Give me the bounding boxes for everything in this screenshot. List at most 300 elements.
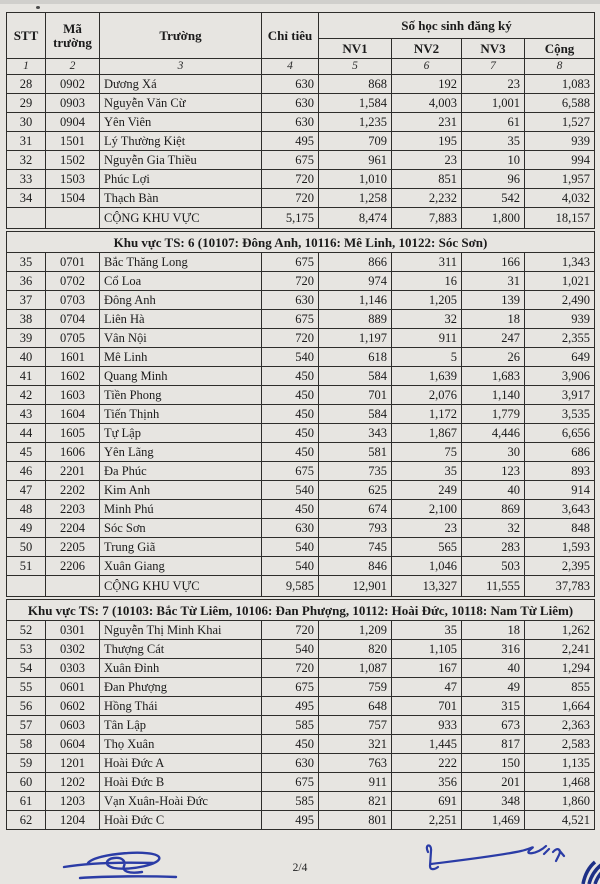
row-total: 1,021	[525, 272, 595, 291]
row-nv3: 123	[462, 462, 525, 481]
row-school-code: 0703	[46, 291, 100, 310]
row-nv2: 195	[392, 132, 462, 151]
row-nv1: 1,209	[319, 621, 392, 640]
row-stt: 61	[7, 792, 46, 811]
row-total: 1,294	[525, 659, 595, 678]
row-nv2: 75	[392, 443, 462, 462]
col-header-chi-tieu: Chỉ tiêu	[262, 13, 319, 59]
row-nv2: 311	[392, 253, 462, 272]
row-nv2: 1,105	[392, 640, 462, 659]
row-nv3: 40	[462, 481, 525, 500]
row-stt: 58	[7, 735, 46, 754]
row-nv3: 869	[462, 500, 525, 519]
row-nv2: 2,251	[392, 811, 462, 830]
row-stt: 31	[7, 132, 46, 151]
table-row	[7, 621, 595, 640]
row-quota: 540	[262, 348, 319, 367]
row-school-name: Tự Lập	[100, 424, 262, 443]
region-total-row	[7, 208, 595, 229]
row-school-name: Hoài Đức C	[100, 811, 262, 830]
row-school-code: 0603	[46, 716, 100, 735]
row-school-name: Đan Phượng	[100, 678, 262, 697]
row-total: 855	[525, 678, 595, 697]
row-school-name: Tân Lập	[100, 716, 262, 735]
row-school-code: 2204	[46, 519, 100, 538]
row-nv1: 1,087	[319, 659, 392, 678]
table-row	[7, 500, 595, 519]
table-row	[7, 272, 595, 291]
row-nv1: 866	[319, 253, 392, 272]
table-row	[7, 754, 595, 773]
row-nv1: 1,235	[319, 113, 392, 132]
table-row	[7, 310, 595, 329]
row-school-code: 1203	[46, 792, 100, 811]
total-label: CỘNG KHU VỰC	[100, 576, 262, 597]
row-quota: 720	[262, 621, 319, 640]
row-school-name: Thượng Cát	[100, 640, 262, 659]
row-total: 1,083	[525, 75, 595, 94]
col-number: 6	[392, 59, 462, 75]
row-stt: 40	[7, 348, 46, 367]
table-row	[7, 151, 595, 170]
row-nv2: 231	[392, 113, 462, 132]
row-school-code: 0601	[46, 678, 100, 697]
table-body	[7, 75, 595, 830]
row-nv1: 801	[319, 811, 392, 830]
col-number: 4	[262, 59, 319, 75]
row-stt: 32	[7, 151, 46, 170]
row-school-code: 1201	[46, 754, 100, 773]
row-nv1: 618	[319, 348, 392, 367]
table-row	[7, 735, 595, 754]
row-nv2: 192	[392, 75, 462, 94]
table-row	[7, 348, 595, 367]
row-total: 1,664	[525, 697, 595, 716]
row-school-code: 2205	[46, 538, 100, 557]
row-nv1: 735	[319, 462, 392, 481]
row-quota: 720	[262, 659, 319, 678]
row-stt: 55	[7, 678, 46, 697]
col-header-cong: Cộng	[525, 39, 595, 59]
table-row	[7, 640, 595, 659]
row-nv1: 709	[319, 132, 392, 151]
row-nv2: 2,232	[392, 189, 462, 208]
row-total: 1,135	[525, 754, 595, 773]
row-nv3: 23	[462, 75, 525, 94]
row-school-code: 1504	[46, 189, 100, 208]
row-school-name: Minh Phú	[100, 500, 262, 519]
row-nv2: 1,867	[392, 424, 462, 443]
row-stt: 52	[7, 621, 46, 640]
row-nv1: 745	[319, 538, 392, 557]
row-school-name: Sóc Sơn	[100, 519, 262, 538]
table-row	[7, 481, 595, 500]
row-school-code: 0704	[46, 310, 100, 329]
scan-edge	[0, 0, 600, 4]
section-title-row	[7, 232, 595, 253]
row-school-code: 0602	[46, 697, 100, 716]
row-school-name: Cổ Loa	[100, 272, 262, 291]
row-stt: 57	[7, 716, 46, 735]
row-total: 2,355	[525, 329, 595, 348]
row-nv1: 793	[319, 519, 392, 538]
row-quota: 675	[262, 462, 319, 481]
row-total: 2,395	[525, 557, 595, 576]
col-header-group-so-hoc-sinh: Số học sinh đăng ký	[319, 13, 595, 39]
row-stt: 60	[7, 773, 46, 792]
row-nv1: 757	[319, 716, 392, 735]
table-row	[7, 170, 595, 189]
row-total: 914	[525, 481, 595, 500]
row-nv3: 18	[462, 621, 525, 640]
table-row	[7, 386, 595, 405]
row-quota: 450	[262, 424, 319, 443]
row-stt: 54	[7, 659, 46, 678]
section-title: Khu vực TS: 7 (10103: Bắc Từ Liêm, 10106: Đan Phượng, 10112: Hoài Đức, 10118: Nam Từ Liêm)	[7, 600, 595, 621]
row-total: 6,656	[525, 424, 595, 443]
total-nv2: 7,883	[392, 208, 462, 229]
row-stt: 48	[7, 500, 46, 519]
row-stt: 43	[7, 405, 46, 424]
table-row	[7, 329, 595, 348]
row-quota: 630	[262, 113, 319, 132]
row-school-code: 2202	[46, 481, 100, 500]
row-nv2: 35	[392, 621, 462, 640]
section-title-row	[7, 600, 595, 621]
row-nv1: 911	[319, 773, 392, 792]
row-school-name: Nguyễn Thị Minh Khai	[100, 621, 262, 640]
row-total: 4,521	[525, 811, 595, 830]
row-nv1: 701	[319, 386, 392, 405]
row-school-name: Lý Thường Kiệt	[100, 132, 262, 151]
row-stt: 59	[7, 754, 46, 773]
row-nv2: 1,046	[392, 557, 462, 576]
row-nv1: 584	[319, 367, 392, 386]
row-school-name: Mê Linh	[100, 348, 262, 367]
row-school-code: 1501	[46, 132, 100, 151]
table-row	[7, 132, 595, 151]
row-total: 1,468	[525, 773, 595, 792]
row-nv3: 30	[462, 443, 525, 462]
row-nv3: 4,446	[462, 424, 525, 443]
row-quota: 720	[262, 272, 319, 291]
row-school-code: 1502	[46, 151, 100, 170]
total-empty-stt	[7, 208, 46, 229]
row-school-name: Vạn Xuân-Hoài Đức	[100, 792, 262, 811]
row-nv3: 817	[462, 735, 525, 754]
col-number: 8	[525, 59, 595, 75]
row-school-code: 1601	[46, 348, 100, 367]
table-row	[7, 75, 595, 94]
row-total: 2,363	[525, 716, 595, 735]
row-nv3: 166	[462, 253, 525, 272]
row-nv3: 31	[462, 272, 525, 291]
row-nv2: 23	[392, 151, 462, 170]
row-total: 848	[525, 519, 595, 538]
row-total: 649	[525, 348, 595, 367]
row-quota: 450	[262, 405, 319, 424]
row-stt: 45	[7, 443, 46, 462]
row-quota: 450	[262, 500, 319, 519]
row-nv1: 674	[319, 500, 392, 519]
row-nv2: 4,003	[392, 94, 462, 113]
row-nv3: 1,779	[462, 405, 525, 424]
table-row	[7, 697, 595, 716]
row-quota: 630	[262, 75, 319, 94]
row-nv2: 35	[392, 462, 462, 481]
row-school-name: Liên Hà	[100, 310, 262, 329]
row-total: 893	[525, 462, 595, 481]
row-total: 3,906	[525, 367, 595, 386]
row-nv1: 1,146	[319, 291, 392, 310]
row-quota: 450	[262, 443, 319, 462]
row-school-name: Vân Nội	[100, 329, 262, 348]
row-quota: 495	[262, 811, 319, 830]
row-school-name: Bắc Thăng Long	[100, 253, 262, 272]
row-nv3: 150	[462, 754, 525, 773]
total-empty-code	[46, 208, 100, 229]
row-total: 2,583	[525, 735, 595, 754]
row-nv3: 247	[462, 329, 525, 348]
header-row-main	[7, 13, 595, 39]
row-nv1: 1,258	[319, 189, 392, 208]
row-stt: 56	[7, 697, 46, 716]
row-nv2: 911	[392, 329, 462, 348]
row-quota: 720	[262, 170, 319, 189]
col-number: 7	[462, 59, 525, 75]
row-nv3: 315	[462, 697, 525, 716]
row-nv1: 343	[319, 424, 392, 443]
row-school-code: 1503	[46, 170, 100, 189]
row-nv3: 61	[462, 113, 525, 132]
row-nv3: 348	[462, 792, 525, 811]
row-nv2: 47	[392, 678, 462, 697]
row-school-name: Nguyễn Văn Cừ	[100, 94, 262, 113]
row-total: 686	[525, 443, 595, 462]
row-nv2: 691	[392, 792, 462, 811]
row-nv2: 1,445	[392, 735, 462, 754]
row-nv3: 10	[462, 151, 525, 170]
row-nv3: 201	[462, 773, 525, 792]
total-quota: 9,585	[262, 576, 319, 597]
table-row	[7, 405, 595, 424]
row-school-code: 2201	[46, 462, 100, 481]
total-sum: 37,783	[525, 576, 595, 597]
row-nv1: 889	[319, 310, 392, 329]
row-nv1: 1,197	[319, 329, 392, 348]
row-school-name: Kim Anh	[100, 481, 262, 500]
row-stt: 35	[7, 253, 46, 272]
row-school-code: 0705	[46, 329, 100, 348]
row-quota: 450	[262, 735, 319, 754]
row-quota: 450	[262, 386, 319, 405]
total-quota: 5,175	[262, 208, 319, 229]
enrollment-table	[6, 12, 595, 830]
row-total: 939	[525, 132, 595, 151]
table-row	[7, 538, 595, 557]
row-quota: 675	[262, 310, 319, 329]
row-stt: 41	[7, 367, 46, 386]
total-nv2: 13,327	[392, 576, 462, 597]
row-nv2: 356	[392, 773, 462, 792]
total-empty-code	[46, 576, 100, 597]
row-quota: 540	[262, 557, 319, 576]
row-quota: 675	[262, 773, 319, 792]
row-nv1: 759	[319, 678, 392, 697]
row-total: 1,343	[525, 253, 595, 272]
row-nv3: 49	[462, 678, 525, 697]
row-nv2: 565	[392, 538, 462, 557]
row-school-name: Xuân Đỉnh	[100, 659, 262, 678]
table-row	[7, 792, 595, 811]
row-quota: 630	[262, 291, 319, 310]
table-row	[7, 94, 595, 113]
table-row	[7, 291, 595, 310]
row-school-code: 2206	[46, 557, 100, 576]
row-total: 1,957	[525, 170, 595, 189]
row-nv1: 648	[319, 697, 392, 716]
row-quota: 675	[262, 253, 319, 272]
row-nv2: 2,100	[392, 500, 462, 519]
col-header-stt: STT	[7, 13, 46, 59]
row-total: 2,241	[525, 640, 595, 659]
row-stt: 38	[7, 310, 46, 329]
row-school-name: Tiền Phong	[100, 386, 262, 405]
row-nv2: 167	[392, 659, 462, 678]
row-stt: 29	[7, 94, 46, 113]
page-number: 2/4	[292, 862, 308, 874]
col-header-ma-truong: Mã trường	[46, 13, 100, 59]
row-school-name: Dương Xá	[100, 75, 262, 94]
row-nv1: 1,010	[319, 170, 392, 189]
col-header-nv2: NV2	[392, 39, 462, 59]
row-quota: 720	[262, 329, 319, 348]
scan-artifact-dot	[36, 6, 40, 9]
col-header-nv1: NV1	[319, 39, 392, 59]
row-total: 939	[525, 310, 595, 329]
row-nv3: 673	[462, 716, 525, 735]
row-school-code: 1204	[46, 811, 100, 830]
col-number: 5	[319, 59, 392, 75]
row-nv3: 1,140	[462, 386, 525, 405]
row-school-name: Xuân Giang	[100, 557, 262, 576]
row-quota: 630	[262, 754, 319, 773]
row-nv3: 542	[462, 189, 525, 208]
table-row	[7, 253, 595, 272]
row-nv1: 821	[319, 792, 392, 811]
row-school-code: 1604	[46, 405, 100, 424]
table-row	[7, 113, 595, 132]
row-nv1: 846	[319, 557, 392, 576]
row-nv3: 1,469	[462, 811, 525, 830]
row-stt: 37	[7, 291, 46, 310]
row-school-name: Thạch Bàn	[100, 189, 262, 208]
row-school-code: 1602	[46, 367, 100, 386]
row-total: 3,643	[525, 500, 595, 519]
row-nv2: 851	[392, 170, 462, 189]
row-nv3: 96	[462, 170, 525, 189]
row-nv1: 763	[319, 754, 392, 773]
row-school-code: 0701	[46, 253, 100, 272]
row-quota: 630	[262, 519, 319, 538]
row-nv1: 584	[319, 405, 392, 424]
page-footer	[0, 840, 600, 882]
corner-ink-mark	[577, 858, 600, 884]
row-quota: 495	[262, 697, 319, 716]
row-school-name: Yên Viên	[100, 113, 262, 132]
row-stt: 28	[7, 75, 46, 94]
total-nv3: 11,555	[462, 576, 525, 597]
row-nv1: 321	[319, 735, 392, 754]
row-stt: 39	[7, 329, 46, 348]
row-nv2: 249	[392, 481, 462, 500]
row-stt: 36	[7, 272, 46, 291]
row-school-code: 0301	[46, 621, 100, 640]
row-total: 6,588	[525, 94, 595, 113]
row-school-name: Nguyễn Gia Thiều	[100, 151, 262, 170]
table-row	[7, 367, 595, 386]
row-stt: 49	[7, 519, 46, 538]
row-school-name: Quang Minh	[100, 367, 262, 386]
row-nv1: 974	[319, 272, 392, 291]
col-number: 2	[46, 59, 100, 75]
row-school-code: 0604	[46, 735, 100, 754]
row-nv3: 40	[462, 659, 525, 678]
total-nv3: 1,800	[462, 208, 525, 229]
row-school-name: Thọ Xuân	[100, 735, 262, 754]
row-quota: 720	[262, 189, 319, 208]
table-row	[7, 659, 595, 678]
row-nv2: 933	[392, 716, 462, 735]
row-nv2: 1,205	[392, 291, 462, 310]
row-school-code: 1605	[46, 424, 100, 443]
row-total: 3,917	[525, 386, 595, 405]
row-stt: 53	[7, 640, 46, 659]
row-school-code: 1606	[46, 443, 100, 462]
row-quota: 675	[262, 151, 319, 170]
row-quota: 675	[262, 678, 319, 697]
row-school-code: 0903	[46, 94, 100, 113]
row-quota: 450	[262, 367, 319, 386]
row-nv3: 1,683	[462, 367, 525, 386]
row-nv2: 23	[392, 519, 462, 538]
row-nv2: 32	[392, 310, 462, 329]
row-school-name: Yên Lãng	[100, 443, 262, 462]
row-school-code: 0302	[46, 640, 100, 659]
row-nv3: 26	[462, 348, 525, 367]
row-nv3: 139	[462, 291, 525, 310]
total-sum: 18,157	[525, 208, 595, 229]
col-header-nv3: NV3	[462, 39, 525, 59]
table-row	[7, 716, 595, 735]
row-nv2: 222	[392, 754, 462, 773]
row-quota: 540	[262, 538, 319, 557]
row-nv1: 961	[319, 151, 392, 170]
row-school-code: 1603	[46, 386, 100, 405]
row-school-name: Đa Phúc	[100, 462, 262, 481]
row-nv2: 1,639	[392, 367, 462, 386]
row-nv2: 16	[392, 272, 462, 291]
row-school-code: 0904	[46, 113, 100, 132]
row-stt: 33	[7, 170, 46, 189]
table-row	[7, 519, 595, 538]
row-nv1: 1,584	[319, 94, 392, 113]
row-quota: 585	[262, 716, 319, 735]
row-stt: 50	[7, 538, 46, 557]
row-nv3: 1,001	[462, 94, 525, 113]
total-nv1: 8,474	[319, 208, 392, 229]
row-school-name: Trung Giã	[100, 538, 262, 557]
